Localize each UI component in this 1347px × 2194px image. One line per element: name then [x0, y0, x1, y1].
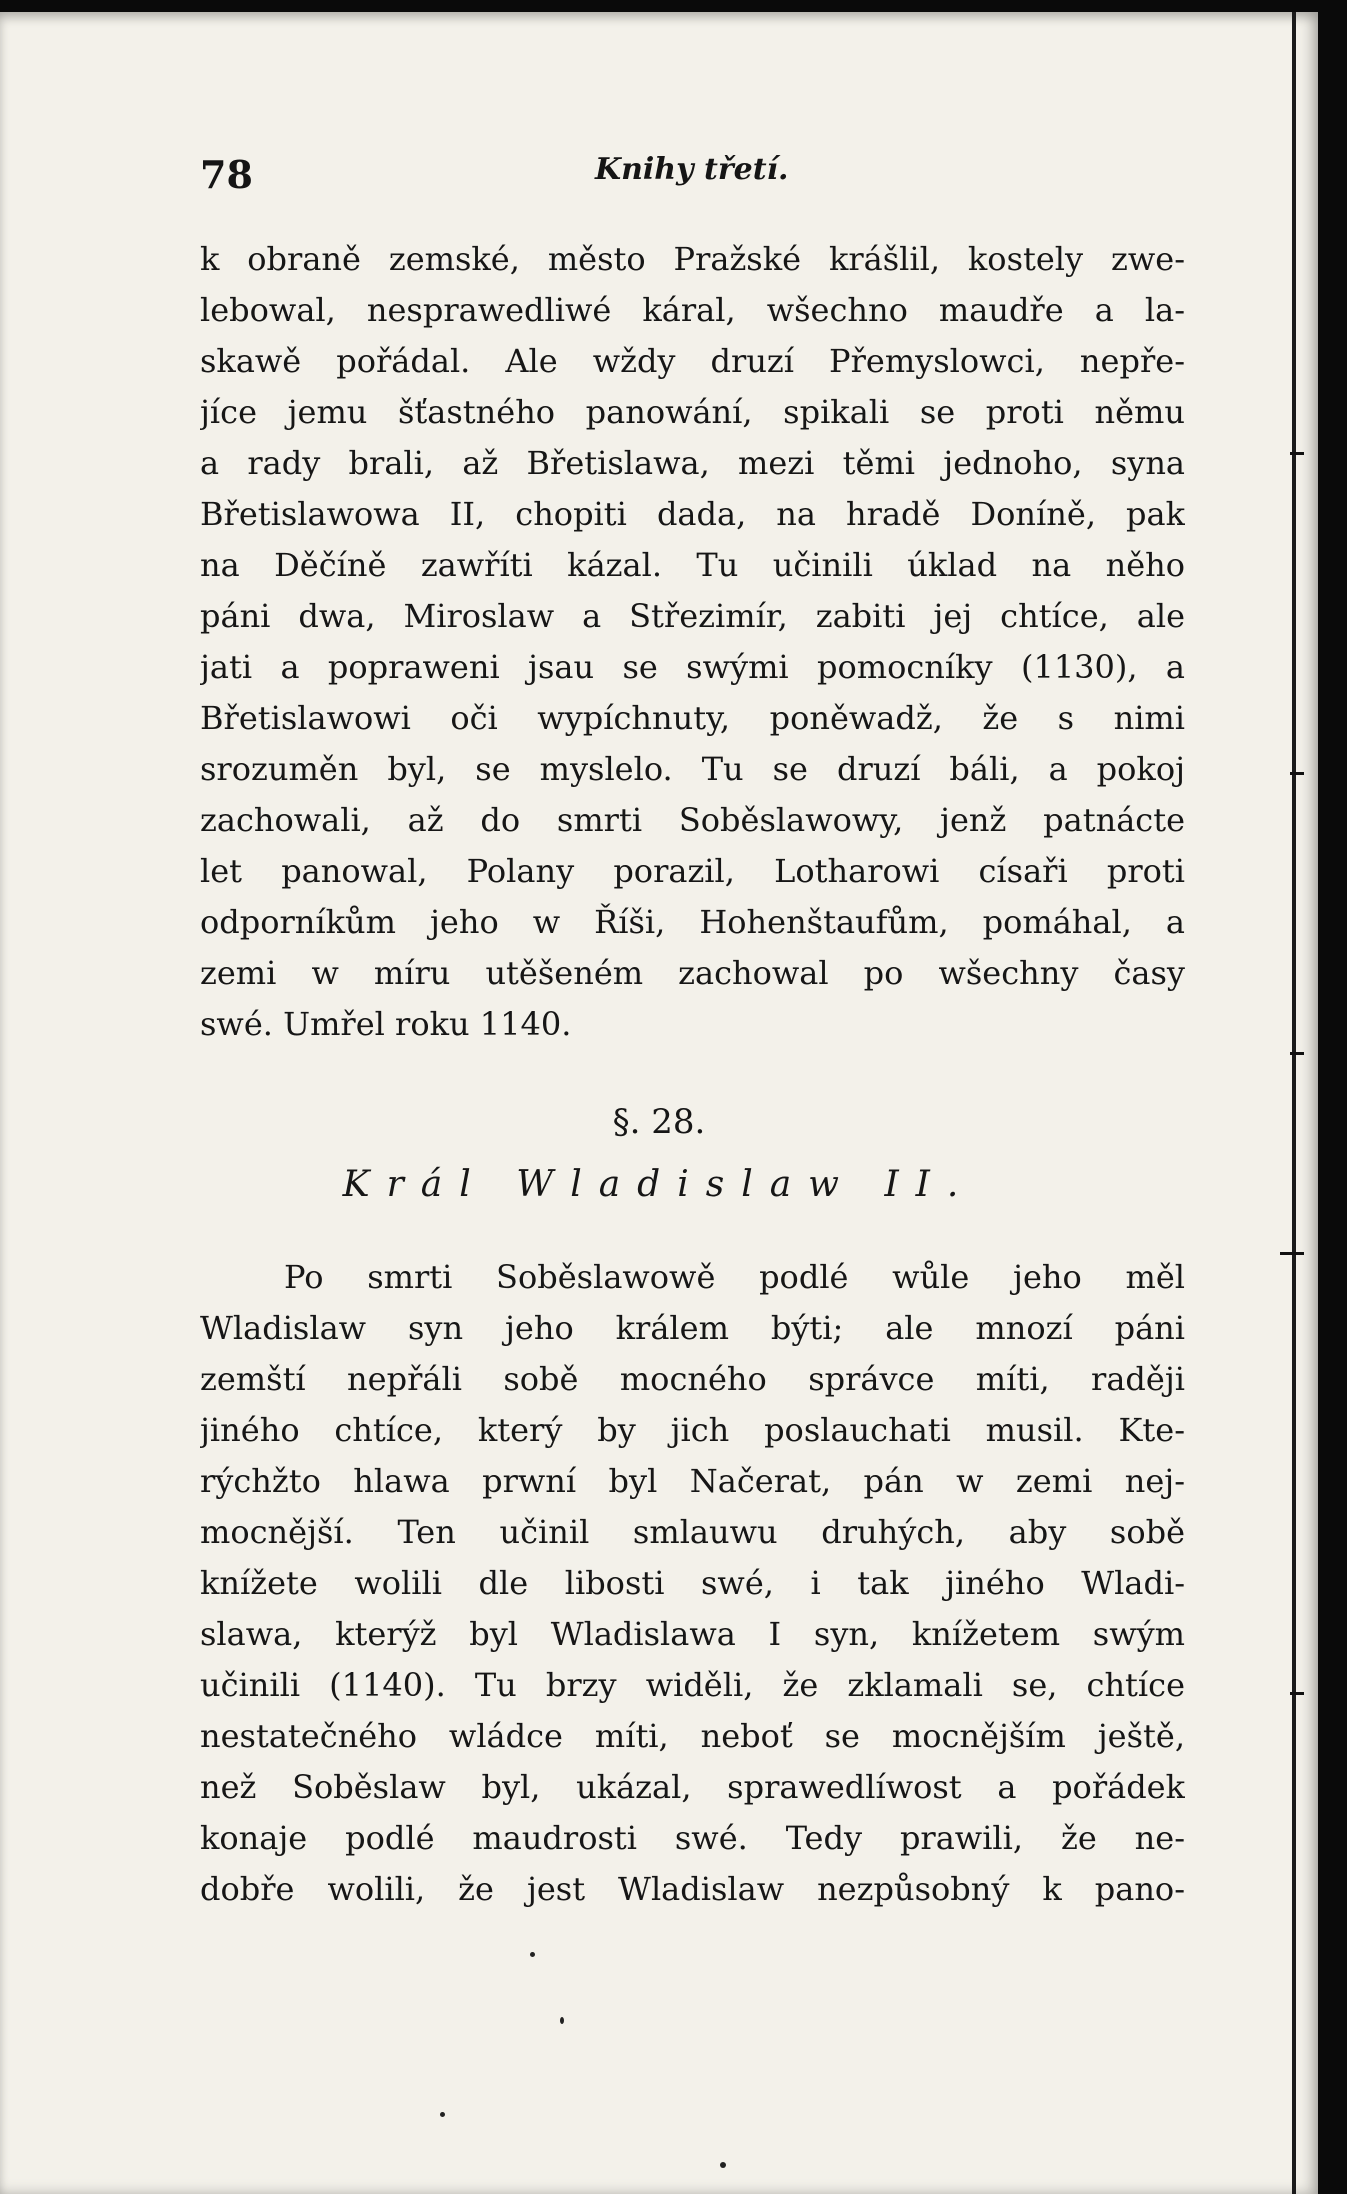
- page-header: [200, 152, 1180, 202]
- text-line: k obraně zemské, město Pražské krášlil, kostely zwe-: [200, 240, 1185, 278]
- text-line: zachowali, až do smrti Soběslawowy, jenž patnácte: [200, 801, 1185, 839]
- text-line: jati a popraweni jsau se swými pomocníky (1130), a: [200, 648, 1185, 686]
- text-line: let panowal, Polany porazil, Lotharowi císaři proti: [200, 852, 1185, 890]
- text-line: nestatečného wládce míti, neboť se mocnějším ještě,: [200, 1717, 1185, 1755]
- text-line: Břetislawowa II, chopiti dada, na hradě Doníně, pak: [200, 495, 1185, 533]
- text-line: na Děčíně zawříti kázal. Tu učinili úklad na něho: [200, 546, 1185, 584]
- section-number: §. 28.: [612, 1102, 706, 1142]
- text-line: konaje podlé maudrosti swé. Tedy prawili, že ne-: [200, 1819, 1185, 1857]
- text-line: než Soběslaw byl, ukázal, sprawedlíwost a pořádek: [200, 1768, 1185, 1806]
- text-line: Wladislaw syn jeho králem býti; ale mnozí páni: [200, 1309, 1185, 1347]
- text-line: Po smrti Soběslawowě podlé wůle jeho měl: [284, 1258, 1185, 1296]
- print-speck: [560, 2017, 564, 2024]
- text-line: swé. Umřel roku 1140.: [200, 1005, 572, 1043]
- text-line: dobře wolili, že jest Wladislaw nezpůsobný k pano-: [200, 1870, 1185, 1908]
- text-line: zemští nepřáli sobě mocného správce míti, raději: [200, 1360, 1185, 1398]
- text-line: mocnější. Ten učinil smlauwu druhých, aby sobě: [200, 1513, 1185, 1551]
- print-speck: [720, 2162, 726, 2168]
- text-line: jíce jemu šťastného panowání, spikali se proti němu: [200, 393, 1185, 431]
- book-page: [0, 12, 1318, 2194]
- print-speck: [440, 2112, 445, 2117]
- text-line: odporníkům jeho w Říši, Hohenštaufům, pomáhal, a: [200, 903, 1185, 941]
- paragraph-2: [200, 1252, 1185, 1915]
- paragraph-1: [200, 234, 1185, 1050]
- text-line: jiného chtíce, který by jich poslauchati musil. Kte-: [200, 1411, 1185, 1449]
- print-speck: [530, 1952, 535, 1957]
- edge-mark: [1280, 1252, 1304, 1255]
- text-line: srozuměn byl, se myslelo. Tu se druzí báli, a pokoj: [200, 750, 1185, 788]
- section-title: Král Wladislaw II.: [342, 1164, 976, 1205]
- text-line: a rady brali, až Břetislawa, mezi těmi jednoho, syna: [200, 444, 1185, 482]
- text-line: Břetislawowi oči wypíchnuty, poněwadž, že s nimi: [200, 699, 1185, 737]
- edge-mark: [1290, 1052, 1304, 1055]
- running-head: Knihy třetí.: [595, 152, 789, 187]
- edge-mark: [1290, 772, 1304, 775]
- text-line: knížete wolili dle libosti swé, i tak jiného Wladi-: [200, 1564, 1185, 1602]
- text-line: lebowal, nesprawedliwé káral, wšechno maudře a la-: [200, 291, 1185, 329]
- text-line: učinili (1140). Tu brzy widěli, že zklamali se, chtíce: [200, 1666, 1185, 1704]
- text-line: rýchžto hlawa prwní byl Načerat, pán w zemi nej-: [200, 1462, 1185, 1500]
- page-number: 78: [200, 152, 253, 197]
- edge-mark: [1290, 1692, 1304, 1695]
- text-line: slawa, kterýž byl Wladislawa I syn, knížetem swým: [200, 1615, 1185, 1653]
- text-line: páni dwa, Miroslaw a Střezimír, zabiti jej chtíce, ale: [200, 597, 1185, 635]
- edge-mark: [1290, 452, 1304, 455]
- text-line: zemi w míru utěšeném zachowal po wšechny časy: [200, 954, 1185, 992]
- text-line: skawě pořádal. Ale wždy druzí Přemyslowci, nepře-: [200, 342, 1185, 380]
